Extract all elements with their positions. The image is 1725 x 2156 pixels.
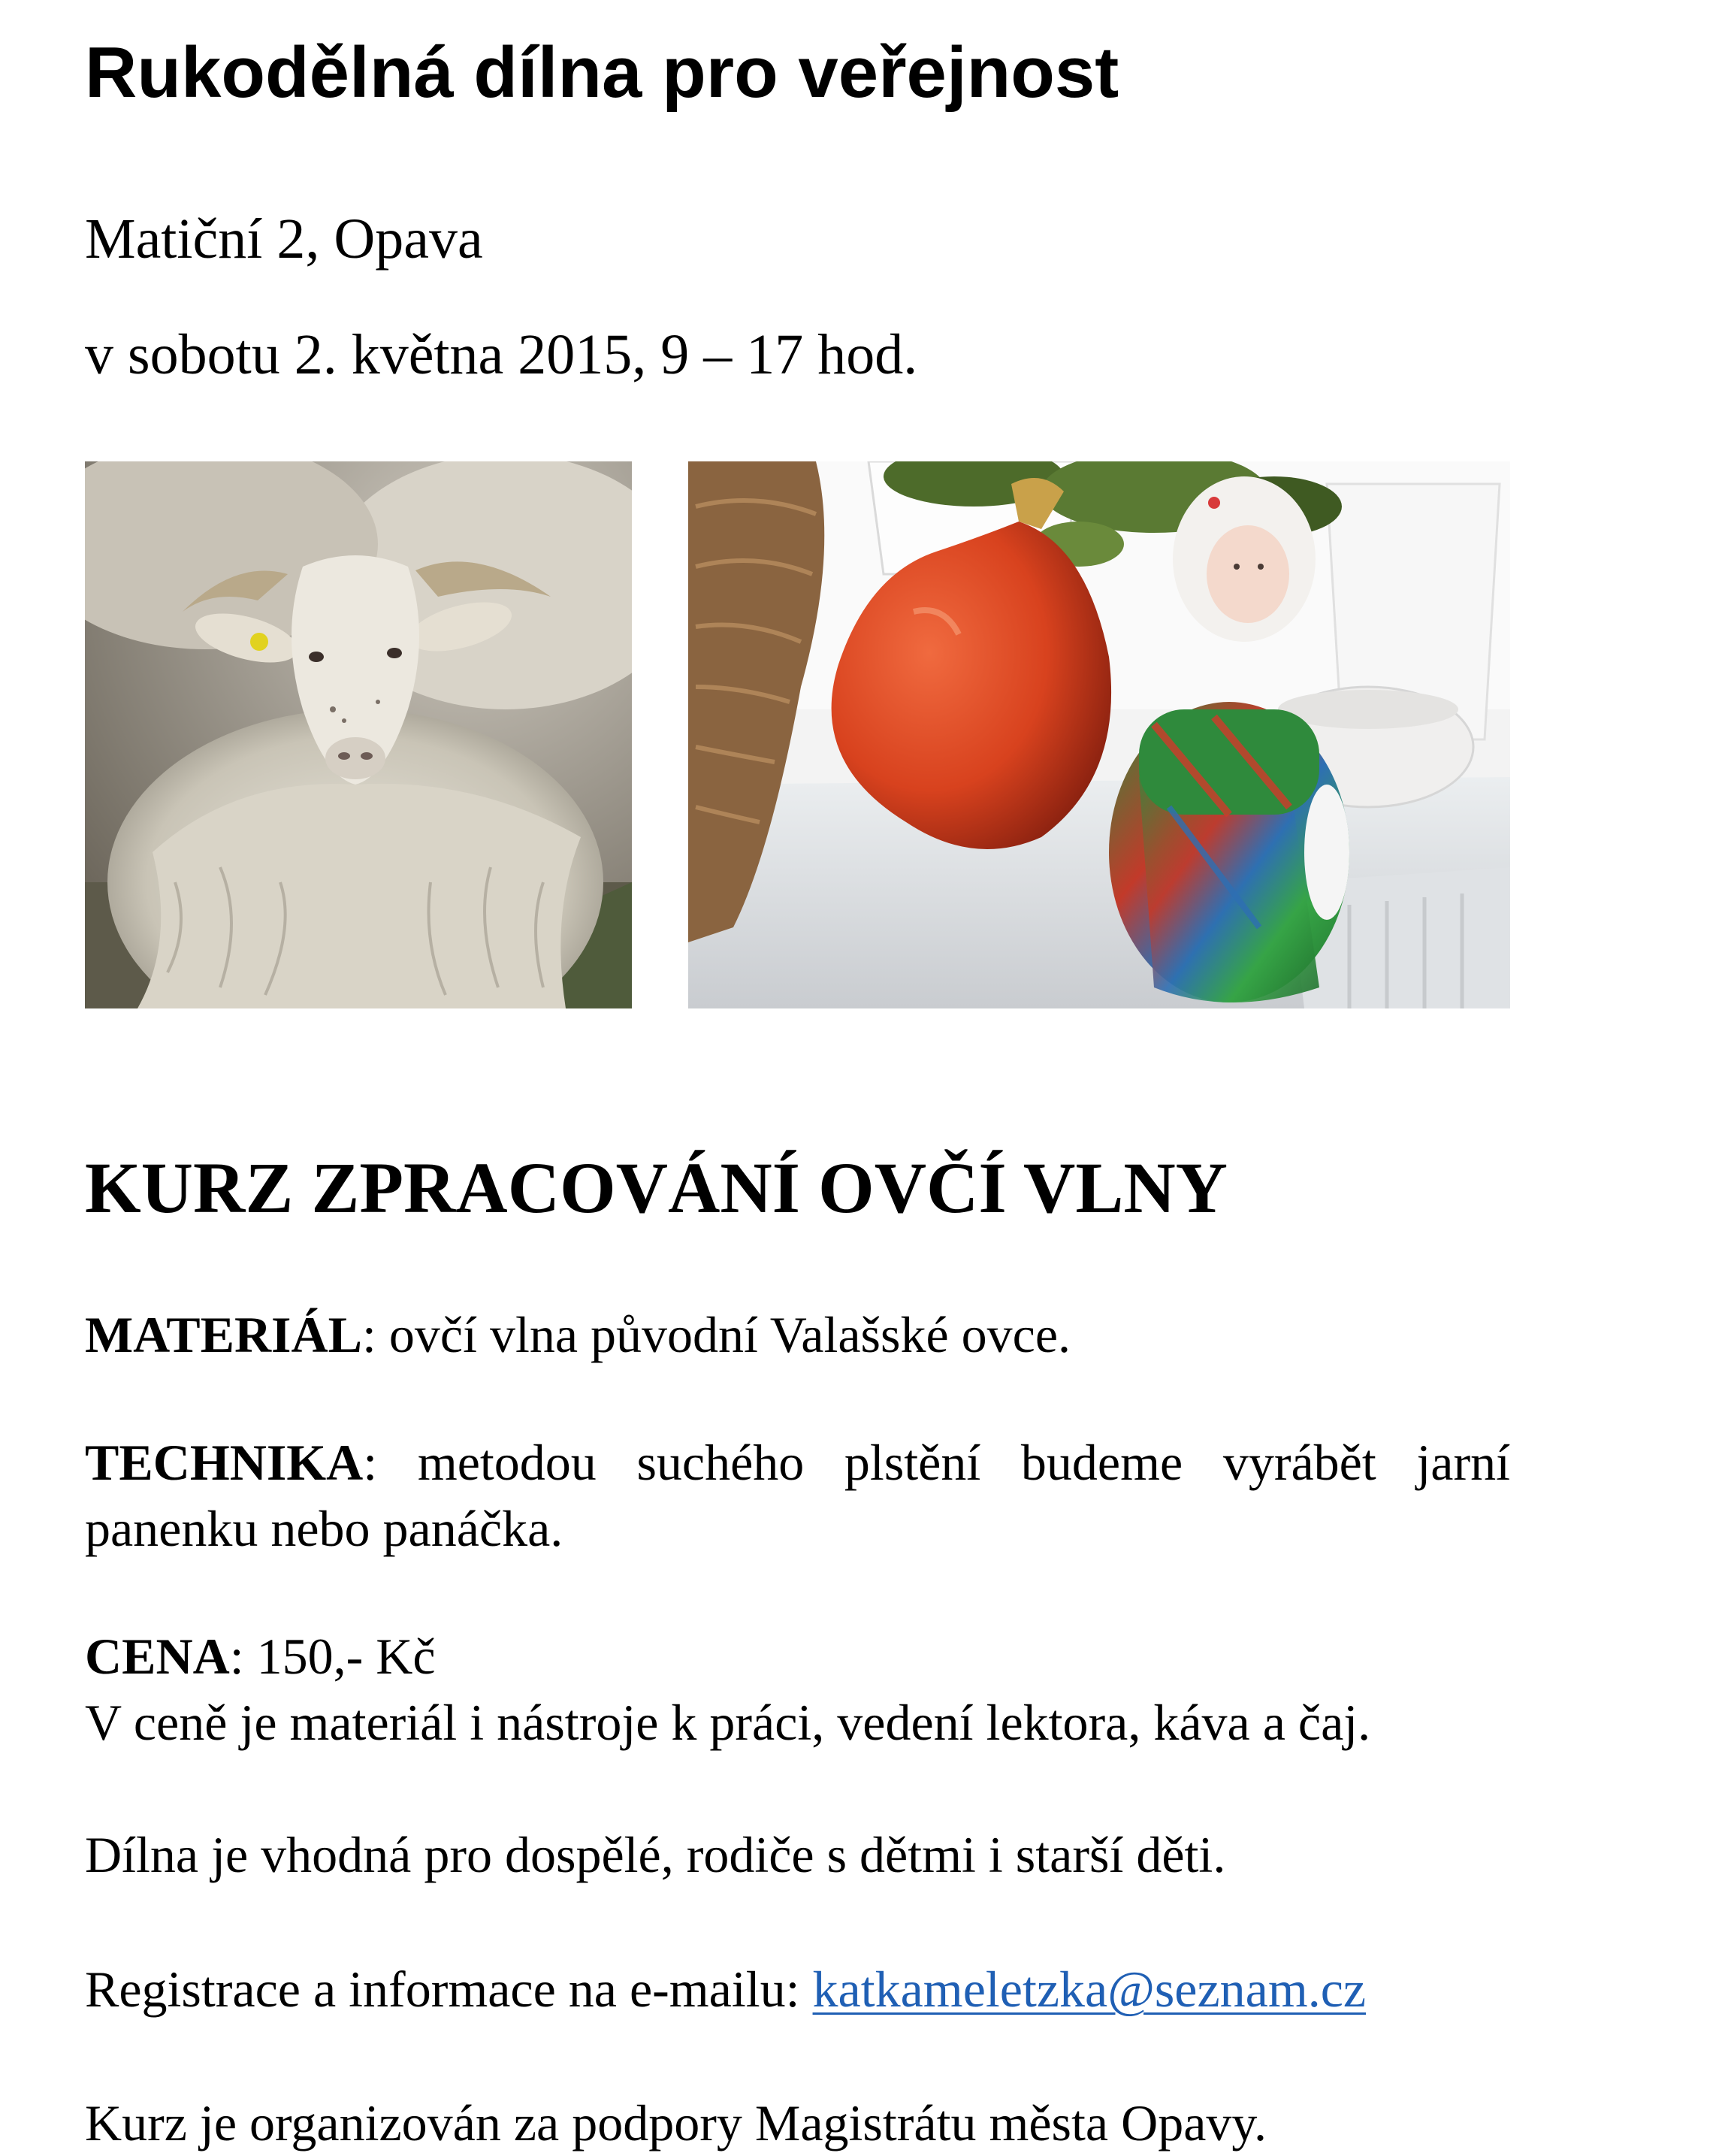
felt-doll-photo xyxy=(688,461,1510,1008)
email-link[interactable]: katkameletzka@seznam.cz xyxy=(812,1961,1367,2018)
price-value: : 150,- Kč xyxy=(229,1628,436,1685)
course-heading: KURZ ZPRACOVÁNÍ OVČÍ VLNY xyxy=(85,1148,1228,1228)
technique-paragraph xyxy=(85,1429,1510,1562)
technique-label: TECHNIKA xyxy=(85,1434,364,1491)
price-label: CENA xyxy=(85,1628,230,1685)
material-label: MATERIÁL xyxy=(85,1306,362,1363)
sheep-photo xyxy=(85,461,632,1008)
price-paragraph xyxy=(85,1623,1510,1755)
material-text: : ovčí vlna původní Valašské ovce. xyxy=(362,1306,1071,1363)
price-row xyxy=(85,1623,1510,1689)
registration-text: Registrace a informace na e-mailu: xyxy=(85,1961,813,2018)
suitability-text: Dílna je vhodná pro dospělé, rodiče s dětmi i starší děti. xyxy=(85,1826,1226,1883)
event-address: Matiční 2, Opava xyxy=(85,207,483,271)
event-date: v sobotu 2. května 2015, 9 – 17 hod. xyxy=(85,323,918,386)
technique-text: : metodou suchého plstění budeme vyrábět jarní panenku nebo panáčka. xyxy=(85,1434,1510,1557)
registration-paragraph xyxy=(85,1956,1510,2022)
price-note: V ceně je materiál i nástroje k práci, vedení lektora, káva a čaj. xyxy=(85,1694,1371,1751)
support-text: Kurz je organizován za podpory Magistrátu města Opavy. xyxy=(85,2094,1267,2151)
page-title: Rukodělná dílna pro veřejnost xyxy=(85,32,1119,113)
material-paragraph xyxy=(85,1302,1510,1368)
